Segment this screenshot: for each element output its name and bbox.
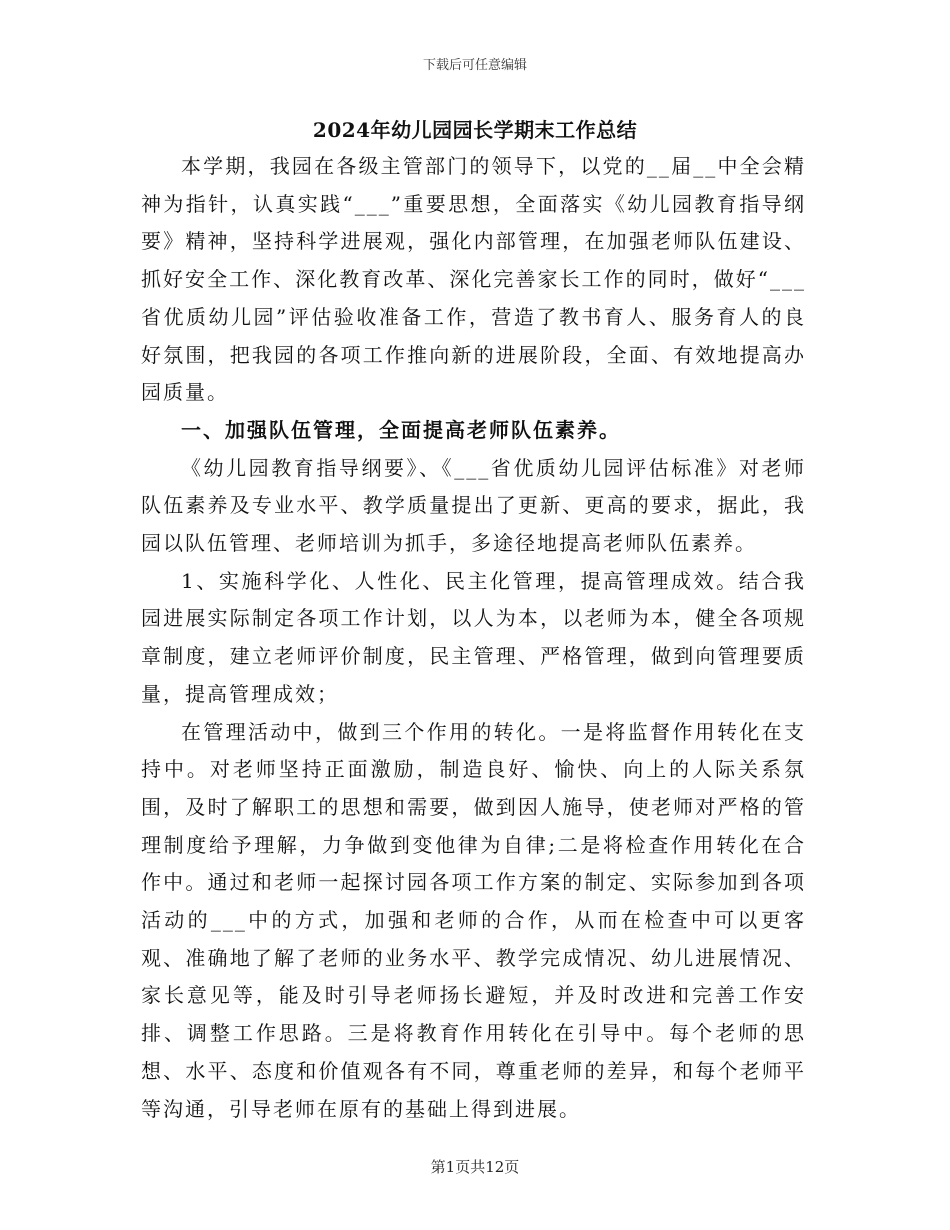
item-1-paragraph: 1、实施科学化、人性化、民主化管理，提高管理成效。结合我园进展实际制定各项工作计划，以人为本，以老师为本，健全各项规章制度，建立老师评价制度，民主管理、严格管理，做到向管理要质量，提高管理成效； [141, 568, 806, 706]
page-header: 下载后可任意编辑 [422, 58, 527, 73]
management-paragraph: 在管理活动中，做到三个作用的转化。一是将监督作用转化在支持中。对老师坚持正面激励，制造良好、愉快、向上的人际关系氛围，及时了解职工的思想和需要，做到因人施导，使老师对严格的管理制度给予理解，力争做到变他律为自律;二是将检查作用转化在合作中。通过和老师一起探讨园各项工作方案的制定、实际参加到各项活动的___中的方式，加强和老师的合作，从而在检查中可以更客观、准确地了解了老师的业务水平、教学完成情况、幼儿进展情况、家长意见等，能及时引导老师扬长避短，并及时改进和完善工作安排、调整工作思路。三是将教育作用转化在引导中。每个老师的思想、水平、态度和价值观各有不同，尊重老师的差异，和每个老师平等沟通，引导老师在原有的基础上得到进展。 [141, 719, 806, 1121]
section-heading-1: 一、加强队伍管理，全面提高老师队伍素养。 [181, 417, 621, 442]
section-1-paragraph: 《幼儿园教育指导纲要》、《___省优质幼儿园评估标准》对老师队伍素养及专业水平、教学质量提出了更新、更高的要求，据此，我园以队伍管理、老师培训为抓手，多途径地提高老师队伍素养。 [141, 455, 806, 556]
document-body [141, 148, 806, 1128]
page-footer: 第1页共12页 [430, 1158, 520, 1176]
document-title: 2024年幼儿园园长学期末工作总结 [312, 118, 638, 142]
intro-paragraph: 本学期，我园在各级主管部门的领导下，以党的__届__中全会精神为指针，认真实践“___”重要思想，全面落实《幼儿园教育指导纲要》精神，坚持科学进展观，强化内部管理，在加强老师队伍建设、抓好安全工作、深化教育改革、深化完善家长工作的同时，做好“___省优质幼儿园”评估验收准备工作，营造了教书育人、服务育人的良好氛围，把我园的各项工作推向新的进展阶段，全面、有效地提高办园质量。 [141, 154, 806, 405]
